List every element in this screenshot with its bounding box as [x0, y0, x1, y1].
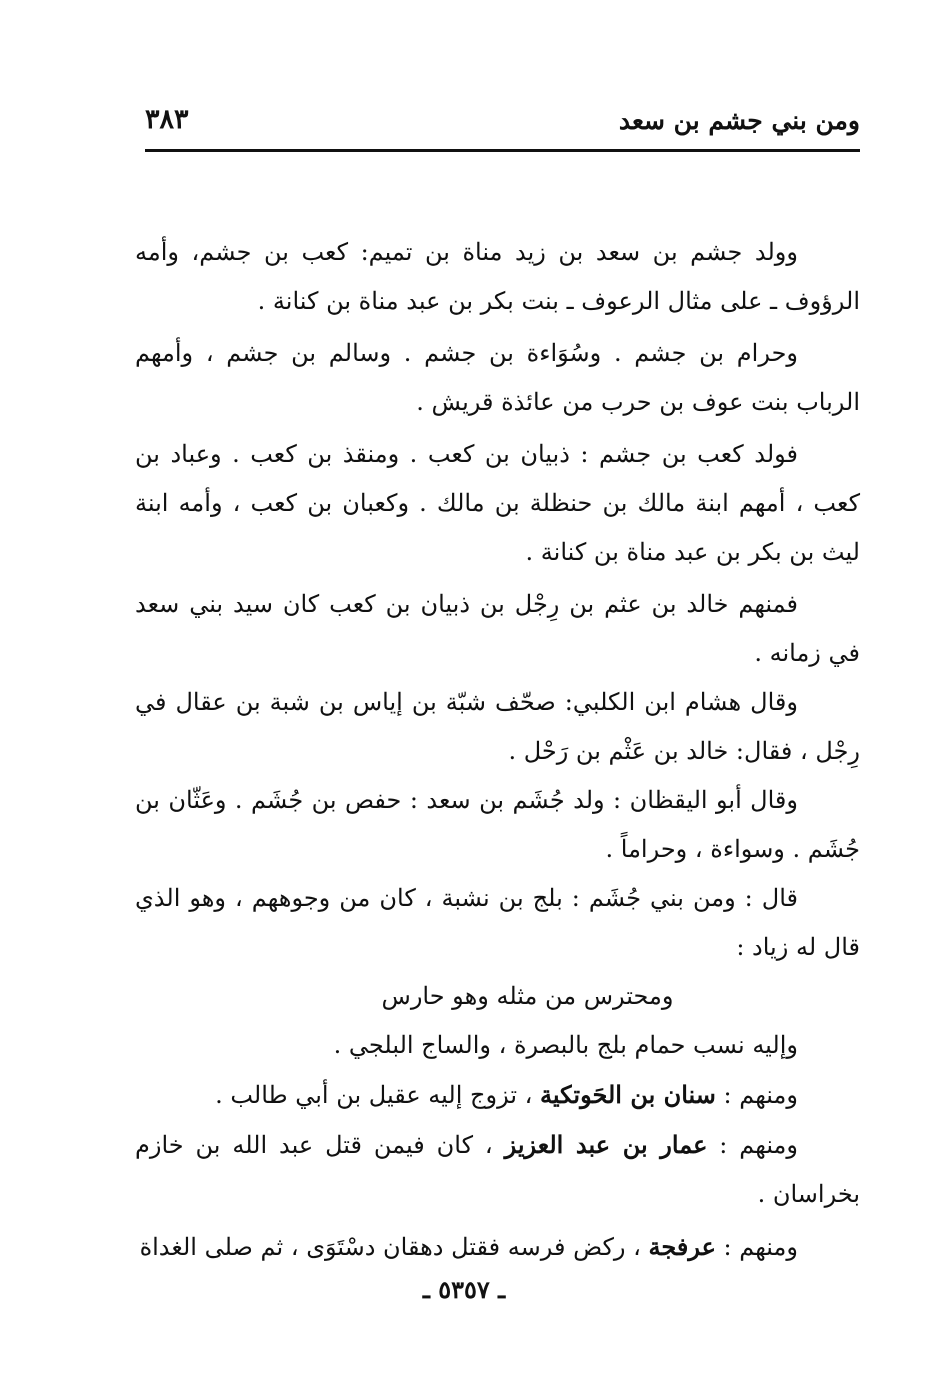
entry-prefix: ومنهم : [715, 1081, 798, 1109]
paragraph: قال : ومن بني جُشَم : بلج بن نشبة ، كان من وجوههم ، وهو الذي قال له زياد : [135, 884, 860, 961]
footer-page-code: ـ ٥٣٥٧ ـ [422, 1275, 506, 1304]
paragraph: وقال هشام ابن الكلبي: صحّف شبّة بن إياس بن شبة بن عقال في رِجْل ، فقال: خالد بن عَثْم بن رَحْل . [135, 688, 860, 765]
paragraph: وحرام بن جشم . وسُوَاءة بن جشم . وسالم بن جشم ، وأمهم الرباب بنت عوف بن حرب من عائذة قريش . [135, 339, 860, 416]
entry-prefix: ومنهم : [707, 1131, 799, 1159]
entry-text: ، ركض فرسه فقتل دهقان دسْتَوَى ، ثم صلى الغداة [139, 1233, 649, 1261]
paragraph: وقال أبو اليقظان : ولد جُشَم بن سعد : حفص بن جُشَم . وعَثّان بن جُشَم . وسواءة ، وحراماً . [135, 786, 860, 863]
paragraph: فمنهم خالد بن عثم بن رِجْل بن ذبيان بن كعب كان سيد بني سعد في زمانه . [135, 590, 860, 667]
entry-paragraph [135, 1070, 860, 1120]
entry-name: عمار بن عبد العزيز [504, 1130, 708, 1159]
page-number: ٣٨٣ [145, 104, 189, 135]
entry-name: سنان بن الحَوتكية [540, 1080, 716, 1109]
entry-text: ، كان فيمن قتل عبد الله بن خازم بخراسان . [135, 1131, 860, 1208]
body-text [135, 228, 860, 1272]
entry-paragraph [135, 1120, 860, 1219]
entry-prefix: ومنهم : [715, 1233, 798, 1261]
entry-text: ، تزوج إليه عقيل بن أبي طالب . [215, 1081, 541, 1109]
verse-line: ومحترس من مثله وهو حارس [381, 982, 674, 1010]
page-header [145, 100, 860, 150]
paragraph: فولد كعب بن جشم : ذبيان بن كعب . ومنقذ بن كعب . وعباد بن كعب ، أمهم ابنة مالك بن حنظلة بن مالك . وكعبان بن كعب ، وأمه ابنة ليث بن بكر بن عبد مناة بن كنانة . [135, 440, 860, 566]
paragraph: وإليه نسب حمام بلج بالبصرة ، والساج البلجي . [333, 1031, 798, 1059]
paragraph: وولد جشم بن سعد بن زيد مناة بن تميم: كعب بن جشم، وأمه الرؤوف ـ على مثال الرعوف ـ بنت بكر بن عبد مناة بن كنانة . [135, 238, 860, 315]
header-rule [145, 149, 860, 152]
entry-name: عرفجة [648, 1232, 716, 1261]
entry-paragraph [135, 1222, 860, 1272]
running-title: ومن بني جشم بن سعد [618, 106, 860, 135]
